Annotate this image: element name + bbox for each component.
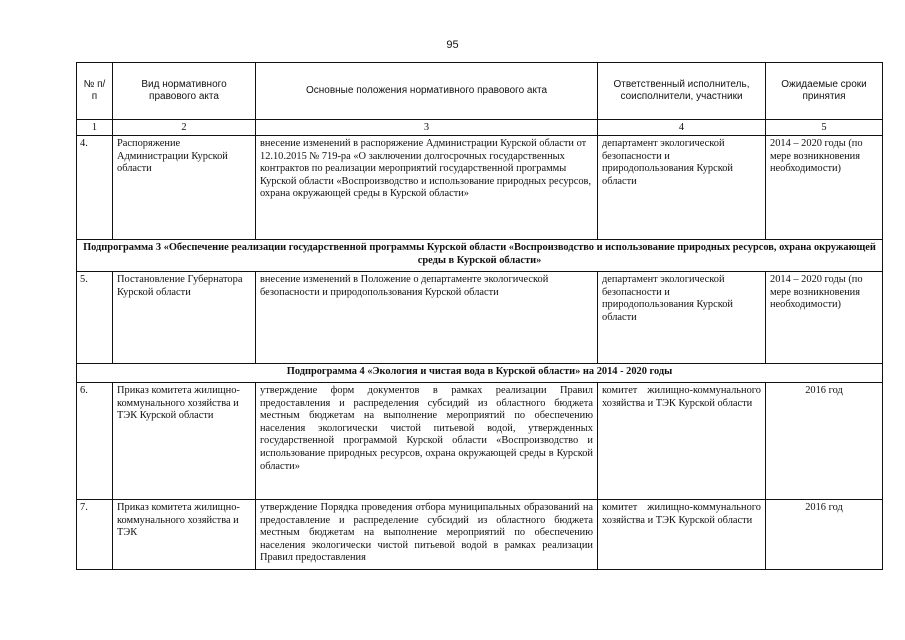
act-content: внесение изменений в распоряжение Администрации Курской области от 12.10.2015 № 719-ра «О заключении долгосрочных государственных контрактов по реализации мероприятий государственной программы Курской области «Воспроизводство и использование природных ресурсов, охрана окружающей среды в Курской области» [256, 136, 598, 240]
column-number-row [77, 120, 883, 136]
header-num: № п/п [77, 63, 113, 120]
act-type: Приказ комитета жилищно-коммунального хозяйства и ТЭК Курской области [113, 383, 256, 500]
header-responsible: Ответственный исполнитель, соисполнители, участники [598, 63, 766, 120]
subprogram-3-title: Подпрограмма 3 «Обеспечение реализации государственной программы Курской области «Воспроизводство и использование природных ресурсов, охрана окружающей среды в Курской области» [77, 240, 883, 272]
row-number: 5. [77, 272, 113, 364]
responsible: комитет жилищно-коммунального хозяйства и ТЭК Курской области [598, 500, 766, 570]
table-row [77, 272, 883, 364]
table-header-row [77, 63, 883, 120]
responsible: департамент экологической безопасности и природопользования Курской области [598, 272, 766, 364]
page-number: 95 [446, 39, 459, 51]
table-row [77, 136, 883, 240]
act-type: Постановление Губернатора Курской области [113, 272, 256, 364]
act-type: Распоряжение Администрации Курской области [113, 136, 256, 240]
header-act-type: Вид нормативного правового акта [113, 63, 256, 120]
responsible: департамент экологической безопасности и природопользования Курской области [598, 136, 766, 240]
act-content: внесение изменений в Положение о департаменте экологической безопасности и природопользования Курской области [256, 272, 598, 364]
row-number: 6. [77, 383, 113, 500]
column-number: 5 [766, 120, 883, 136]
act-content: утверждение форм документов в рамках реализации Правил предоставления и распределения субсидий из областного бюджета местным бюджетам на выполнение мероприятий по обеспечению населения экологически чистой питьевой водой, утвержденных государственной программой Курской области «Воспроизводство и использование природных ресурсов, охрана окружающей среды в Курской области» [256, 383, 598, 500]
column-number: 2 [113, 120, 256, 136]
header-content: Основные положения нормативного правового акта [256, 63, 598, 120]
column-number: 4 [598, 120, 766, 136]
expected-date: 2014 – 2020 годы (по мере возникновения необходимости) [766, 272, 883, 364]
act-type: Приказ комитета жилищно-коммунального хозяйства и ТЭК [113, 500, 256, 570]
subprogram-row [77, 364, 883, 383]
column-number: 1 [77, 120, 113, 136]
row-number: 4. [77, 136, 113, 240]
subprogram-row [77, 240, 883, 272]
expected-date: 2014 – 2020 годы (по мере возникновения необходимости) [766, 136, 883, 240]
expected-date: 2016 год [766, 500, 883, 570]
row-number: 7. [77, 500, 113, 570]
subprogram-4-title: Подпрограмма 4 «Экология и чистая вода в Курской области» на 2014 - 2020 годы [77, 364, 883, 383]
column-number: 3 [256, 120, 598, 136]
act-content: утверждение Порядка проведения отбора муниципальных образований на предоставление и распределение субсидий из областного бюджета местным бюджетам на выполнение мероприятий по обеспечению населения экологически чистой питьевой водой в рамках реализации Правил предоставления [256, 500, 598, 570]
expected-date: 2016 год [766, 383, 883, 500]
table-row [77, 500, 883, 570]
legal-acts-table [76, 62, 883, 570]
responsible: комитет жилищно-коммунального хозяйства и ТЭК Курской области [598, 383, 766, 500]
table-row [77, 383, 883, 500]
header-date: Ожидаемые сроки принятия [766, 63, 883, 120]
